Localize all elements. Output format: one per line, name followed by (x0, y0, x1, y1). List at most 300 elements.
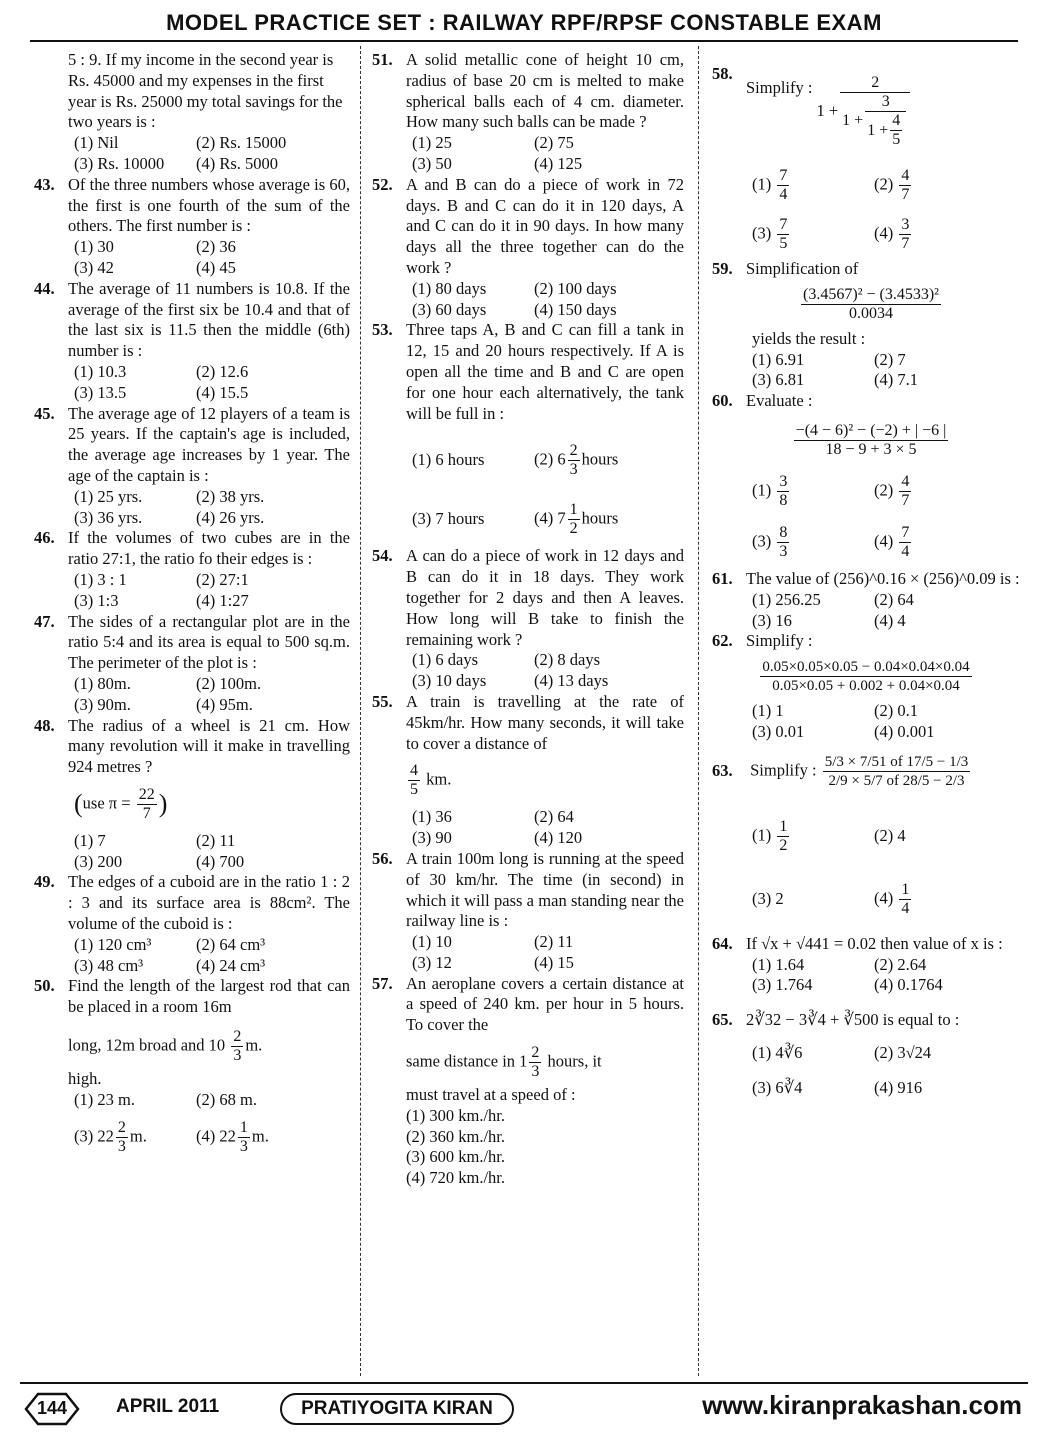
fraction (760, 658, 971, 695)
question-47 (34, 612, 350, 716)
option (534, 501, 684, 538)
numerator: 2 (233, 1028, 242, 1046)
option: (1) 256.25 (752, 589, 821, 609)
numerator: 5/3 × 7/51 of 17/5 − 1/3 (824, 753, 969, 770)
column-divider (698, 46, 699, 1376)
numerator: 7 (901, 523, 910, 541)
column-3 (712, 50, 1030, 1099)
question-number: 54. (372, 546, 393, 566)
denominator: 0.05×0.05 + 0.002 + 0.04×0.04 (772, 678, 960, 695)
option (74, 1119, 192, 1156)
options (412, 133, 684, 175)
option: (3) 50 (412, 153, 452, 173)
question-text: long, 12m broad and 10 (68, 1035, 226, 1055)
question-number: 48. (34, 715, 55, 735)
question-60 (712, 391, 1030, 561)
denominator: 5 (779, 235, 788, 252)
fraction (899, 216, 911, 253)
question-text: 5 : 9. If my income in the second year is Rs. 45000 and my expenses in the first year is Rs. 25000 my total savings for the two years is : (68, 50, 343, 132)
option: (1) 25 (412, 133, 452, 153)
fraction (568, 442, 580, 479)
question-number: 44. (34, 278, 55, 298)
option: (3) 12 (412, 952, 452, 972)
question-61 (712, 569, 1030, 631)
option: (4) 95m. (196, 694, 253, 714)
option: (3) 6∛4 (752, 1077, 803, 1097)
fraction (231, 1028, 243, 1065)
denominator: 7 (901, 186, 910, 203)
option: (3) 7 hours (412, 509, 485, 529)
option: (1) 4∛6 (752, 1042, 803, 1062)
options (74, 570, 350, 612)
header-title: MODEL PRACTICE SET : RAILWAY RPF/RPSF CONSTABLE EXAM (166, 10, 882, 35)
expression (702, 658, 1030, 695)
option: (1) 6.91 (752, 349, 805, 369)
option: (1) 10 (412, 932, 452, 952)
question-44 (34, 279, 350, 404)
denominator: 5 (410, 781, 418, 799)
option: (4) 45 (196, 257, 236, 277)
question-text: The value of (256)^0.16 × (256)^0.09 is : (746, 568, 1020, 588)
question-text: If √x + √441 = 0.02 then value of x is : (746, 933, 1003, 953)
option: (4) 26 yrs. (196, 507, 265, 527)
options (412, 442, 684, 538)
option: (3) 36 yrs. (74, 507, 143, 527)
question-text: Evaluate : (746, 391, 813, 411)
option: (4) 1:27 (196, 590, 249, 610)
denominator: 3 (531, 1063, 540, 1081)
question-text: m. (245, 1035, 263, 1055)
numerator: (3.4567)² − (3.4533)² (803, 285, 939, 303)
option-text: m. (129, 1125, 147, 1145)
denominator: 4 (901, 542, 910, 560)
option: (1) 1 (752, 701, 784, 721)
question-text: Find the length of the largest rod that can be placed in a room 16m (68, 976, 350, 1017)
column-1 (34, 50, 350, 1156)
fraction (137, 786, 157, 823)
fraction (899, 524, 911, 561)
option-label: (4) (874, 531, 894, 551)
pi-hint: (use π = $\frac{22}{7}$ ) (74, 785, 168, 822)
option: (2) 75 (534, 133, 574, 153)
numerator: 4 (410, 762, 418, 780)
option: (4) 4 (874, 610, 906, 630)
denominator: 7 (142, 804, 151, 822)
denominator: 2 (779, 836, 788, 854)
denominator: 18 − 9 + 3 × 5 (825, 440, 917, 458)
option-text: (3) 22 (74, 1125, 114, 1145)
option (874, 473, 1030, 510)
option: (3) 48 cm³ (74, 955, 144, 975)
question-51 (372, 50, 684, 175)
page-header (30, 6, 1018, 42)
question-53 (372, 320, 684, 538)
option (874, 881, 1030, 918)
question-57 (372, 974, 684, 1189)
options (412, 932, 684, 974)
fraction (899, 881, 911, 918)
options (74, 831, 350, 873)
fraction (777, 818, 789, 855)
option: (2) 38 yrs. (196, 486, 265, 506)
option: (1) 23 m. (74, 1089, 135, 1109)
question-number: 63. (712, 760, 733, 780)
question-number: 50. (34, 976, 55, 996)
question-number: 57. (372, 973, 393, 993)
numerator: 3 (779, 472, 788, 490)
numerator: 3 (901, 216, 910, 233)
option: (3) 13.5 (74, 382, 127, 402)
denominator: 7 (901, 491, 910, 509)
fraction (890, 112, 902, 149)
option (874, 524, 1030, 561)
option: (1) 80m. (74, 673, 131, 693)
term: 1 + (816, 101, 839, 121)
option: (3) 600 km./hr. (406, 1147, 505, 1167)
question-text: Of the three numbers whose average is 60, the first is one fourth of the sum of the others. The first number is : (68, 174, 350, 236)
option: (2) 4 (874, 825, 906, 845)
option: (1) 10.3 (74, 361, 127, 381)
question-number: 55. (372, 691, 393, 711)
option: (1) 36 (412, 807, 452, 827)
question-59 (712, 259, 1030, 391)
option-text: (4) 7 (534, 508, 566, 528)
question-text: A and B can do a piece of work in 72 days. B and C can do it in 120 days, A and C can do it in 90 days. In how many days all the three together can do the work ? (406, 174, 684, 277)
options (412, 650, 684, 692)
option-label: (2) (874, 174, 894, 194)
option: (1) 7 (74, 830, 106, 850)
numerator: 8 (779, 523, 788, 541)
option-text: hours (581, 508, 619, 528)
numerator: 3 (865, 93, 906, 112)
question-62 (712, 631, 1030, 742)
option: (3) 6.81 (752, 370, 805, 390)
question-45 (34, 404, 350, 529)
option: (2) 2.64 (874, 954, 927, 974)
option: (2) Rs. 15000 (196, 133, 287, 153)
fraction (899, 473, 911, 510)
denominator: 5 (892, 131, 901, 148)
options (74, 237, 350, 279)
option (534, 442, 684, 479)
fraction (840, 74, 910, 149)
option-label: (1) (752, 825, 772, 845)
page-number-badge (24, 1392, 80, 1426)
fraction (865, 93, 906, 149)
question-48 (34, 716, 350, 873)
option (752, 818, 870, 855)
question-text: 2∛32 − 3∛4 + ∛500 is equal to : (746, 1010, 960, 1030)
option (752, 473, 870, 510)
denominator: 0.0034 (849, 304, 893, 322)
question-text: The radius of a wheel is 21 cm. How many revolution will it make in travelling 924 metres ? (68, 715, 350, 777)
option: (1) 6 hours (412, 450, 485, 470)
option: (1) 30 (74, 237, 114, 257)
question-number: 51. (372, 50, 393, 69)
denominator: 2/9 × 5/7 of 28/5 − 2/3 (828, 772, 965, 789)
option: (2) 360 km./hr. (406, 1126, 505, 1146)
question-64 (712, 934, 1030, 996)
option: (4) 0.001 (874, 721, 935, 741)
fraction (238, 1119, 250, 1156)
option-label: (4) (874, 223, 894, 243)
options (752, 590, 1030, 632)
option: (1) 25 yrs. (74, 486, 143, 506)
question-50 (34, 976, 350, 1155)
denominator: 3 (239, 1137, 248, 1155)
question-body (746, 64, 1030, 149)
question-text-cont (68, 1028, 350, 1065)
question-number: 58. (712, 64, 733, 83)
numerator: 2 (531, 1044, 540, 1062)
question-number: 45. (34, 403, 55, 423)
pi-label: use π = (82, 793, 131, 813)
option: (4) 13 days (534, 671, 609, 691)
question-number: 49. (34, 872, 55, 892)
question-55 (372, 692, 684, 849)
option: (4) 0.1764 (874, 975, 943, 995)
denominator (865, 112, 906, 149)
option-label: (2) (874, 480, 894, 500)
question-text: An aeroplane covers a certain distance at a speed of 240 km. per hour in 5 hours. To cover the (406, 973, 684, 1035)
question-number: 59. (712, 259, 733, 278)
option: (4) 700 (196, 851, 245, 871)
question-46 (34, 528, 350, 611)
option: (3) 60 days (412, 299, 487, 319)
question-text: If the volumes of two cubes are in the ratio 27:1, the ratio fo their edges is : (68, 528, 350, 569)
options (752, 167, 1030, 253)
denominator: 8 (779, 491, 788, 509)
expression (712, 286, 1030, 323)
question-text: Simplify : (746, 631, 813, 651)
question-text: A train is travelling at the rate of 45km/hr. How many seconds, it will take to cover a distance of (406, 691, 684, 753)
options (752, 955, 1030, 997)
option-label: (3) (752, 223, 772, 243)
option (874, 216, 1030, 253)
option-label: (4) (874, 888, 894, 908)
question-number: 43. (34, 174, 55, 194)
options (74, 487, 350, 529)
option: (2) 7 (874, 349, 906, 369)
numerator: 1 (569, 501, 578, 519)
numerator: 4 (901, 472, 910, 490)
option (196, 1119, 350, 1156)
option: (1) 1.64 (752, 954, 805, 974)
option: (4) 150 days (534, 299, 617, 319)
numerator: 1 (901, 880, 910, 898)
numerator: 2 (117, 1118, 126, 1136)
distance (406, 762, 684, 799)
option: (4) 7.1 (874, 370, 918, 390)
fraction (823, 753, 971, 790)
option: (2) 27:1 (196, 569, 249, 589)
option: (1) 3 : 1 (74, 569, 127, 589)
option: (4) Rs. 5000 (196, 153, 279, 173)
options (752, 701, 1030, 743)
column-divider (360, 46, 361, 1376)
fraction (529, 1044, 541, 1081)
question-43 (34, 175, 350, 279)
option: (3) 200 (74, 851, 123, 871)
option-text: (4) 22 (196, 1125, 236, 1145)
option: (3) 2 (752, 888, 784, 908)
denominator: 3 (117, 1137, 126, 1155)
question-text: A solid metallic cone of height 10 cm, radius of base 20 cm is melted to make spherical balls each of 4 cm. diameter. How many such balls can be made ? (406, 50, 684, 132)
question-49 (34, 872, 350, 976)
options (752, 473, 1030, 561)
question-number: 62. (712, 631, 733, 651)
numerator: 2 (840, 74, 910, 93)
option: (3) 42 (74, 257, 114, 277)
term: 1 + (842, 112, 864, 129)
question-58 (712, 64, 1030, 253)
option: (2) 0.1 (874, 701, 918, 721)
numerator: −(4 − 6)² − (−2) + | −6 | (795, 421, 947, 439)
question-number: 56. (372, 848, 393, 868)
option: (3) 16 (752, 610, 792, 630)
question-text: hours, it (547, 1051, 602, 1071)
option: (3) 10 days (412, 671, 487, 691)
options (74, 674, 350, 716)
question-text: Simplification of (746, 259, 859, 278)
fraction (794, 422, 949, 459)
option: (1) 120 cm³ (74, 934, 152, 954)
question-65 (712, 1010, 1030, 1098)
question-text: Simplify : (746, 78, 813, 97)
option: (3) 1.764 (752, 975, 813, 995)
question-text: Simplify : (750, 760, 817, 780)
option: (4) 720 km./hr. (406, 1168, 505, 1188)
question-number: 65. (712, 1010, 733, 1030)
option: (2) 3√24 (874, 1042, 932, 1062)
options (752, 818, 1030, 918)
fraction (568, 501, 580, 538)
option: (2) 100 days (534, 278, 617, 298)
question-text: A train 100m long is running at the speed of 30 km/hr. The time (in second) in which it will pass a man standing near the railway line is : (406, 848, 684, 931)
options (74, 133, 350, 175)
option: (1) 300 km./hr. (406, 1105, 505, 1125)
question-text: The average of 11 numbers is 10.8. If the average of the first six be 10.4 and that of the last six is 11.5 then the middle (6th) number is : (68, 278, 350, 361)
option (752, 216, 870, 253)
option: (2) 68 m. (196, 1089, 257, 1109)
option: (2) 64 (874, 589, 914, 609)
option: (4) 15 (534, 952, 574, 972)
options (412, 807, 684, 849)
unit: km. (426, 769, 452, 789)
question-63 (712, 753, 1030, 918)
page-number: 144 (36, 1398, 68, 1418)
denominator: 2 (569, 520, 578, 538)
question-text: yields the result : (752, 328, 866, 348)
fraction (777, 473, 789, 510)
magazine-name: PRATIYOGITA KIRAN (280, 1393, 514, 1425)
option: (2) 8 days (534, 650, 600, 670)
website-url: www.kiranprakashan.com (702, 1390, 1022, 1420)
options (752, 350, 1030, 392)
option-text: hours (581, 449, 619, 469)
option: (3) 1:3 (74, 590, 119, 610)
question-text: high. (68, 1069, 102, 1089)
question-text: The sides of a rectangular plot are in the ratio 5:4 and its area is equal to 500 sq.m. The perimeter of the plot is : (68, 611, 350, 673)
fraction (116, 1119, 128, 1156)
question-text: A can do a piece of work in 12 days and B can do it in 18 days. They work together for 2 days and then A leaves. How long will B take to finish the remaining work ? (406, 546, 684, 649)
numerator: 4 (901, 167, 910, 184)
option-label: (1) (752, 480, 772, 500)
denominator: 7 (901, 235, 910, 252)
options (74, 362, 350, 404)
question-number: 53. (372, 320, 393, 340)
options (74, 1090, 350, 1156)
option-text: (2) 6 (534, 449, 566, 469)
question-text: The edges of a cuboid are in the ratio 1 : 2 : 3 and its surface area is 88cm². The volume of the cuboid is : (68, 872, 350, 934)
option: (1) Nil (74, 133, 119, 153)
options (412, 279, 684, 321)
numerator: 2 (569, 442, 578, 460)
option (752, 524, 870, 561)
option: (4) 916 (874, 1077, 923, 1097)
question-54 (372, 546, 684, 692)
option: (2) 11 (196, 830, 236, 850)
fraction (408, 762, 420, 799)
option: (3) 90 (412, 828, 452, 848)
numerator: 22 (138, 785, 155, 803)
question-number: 47. (34, 611, 55, 631)
option-label: (1) (752, 174, 772, 194)
option: (4) 120 (534, 828, 583, 848)
issue-date: APRIL 2011 (116, 1396, 220, 1417)
option-label: (3) (752, 531, 772, 551)
option: (2) 36 (196, 237, 236, 257)
denominator: 3 (233, 1047, 242, 1065)
option: (4) 15.5 (196, 382, 249, 402)
numerator: 7 (779, 167, 788, 184)
option-text: m. (251, 1125, 269, 1145)
question-number: 64. (712, 933, 733, 953)
option: (2) 12.6 (196, 361, 249, 381)
option: (3) 90m. (74, 694, 131, 714)
option: (4) 24 cm³ (196, 955, 266, 975)
fraction (801, 286, 941, 323)
expression (712, 422, 1030, 459)
numerator: 7 (779, 216, 788, 233)
option: (2) 64 (534, 807, 574, 827)
denominator: 3 (779, 542, 788, 560)
numerator: 0.05×0.05×0.05 − 0.04×0.04×0.04 (762, 659, 970, 676)
column-2 (372, 50, 684, 1189)
question-text: must travel at a speed of : (406, 1085, 576, 1105)
option: (3) Rs. 10000 (74, 153, 165, 173)
continued-fraction (816, 74, 912, 149)
fraction (899, 167, 911, 204)
denominator: 3 (569, 461, 578, 479)
question-number: 52. (372, 174, 393, 194)
question-text: same distance in 1 (406, 1051, 528, 1071)
question-52 (372, 175, 684, 321)
option: (1) 80 days (412, 278, 487, 298)
fraction (777, 524, 789, 561)
option: (2) 11 (534, 932, 574, 952)
numerator: 1 (779, 817, 788, 835)
denominator: 4 (779, 186, 788, 203)
numerator: 1 (239, 1118, 248, 1136)
option (752, 167, 870, 204)
denominator: 4 (901, 899, 910, 917)
term: 1 + (867, 121, 889, 139)
fraction (777, 167, 789, 204)
numerator: 4 (892, 112, 901, 129)
question-text: Three taps A, B and C can fill a tank in 12, 15 and 20 hours respectively. If A is open all the time and B and C are open for one hour each alternatively, the tank will be full in : (406, 320, 684, 423)
question-number: 61. (712, 568, 733, 588)
